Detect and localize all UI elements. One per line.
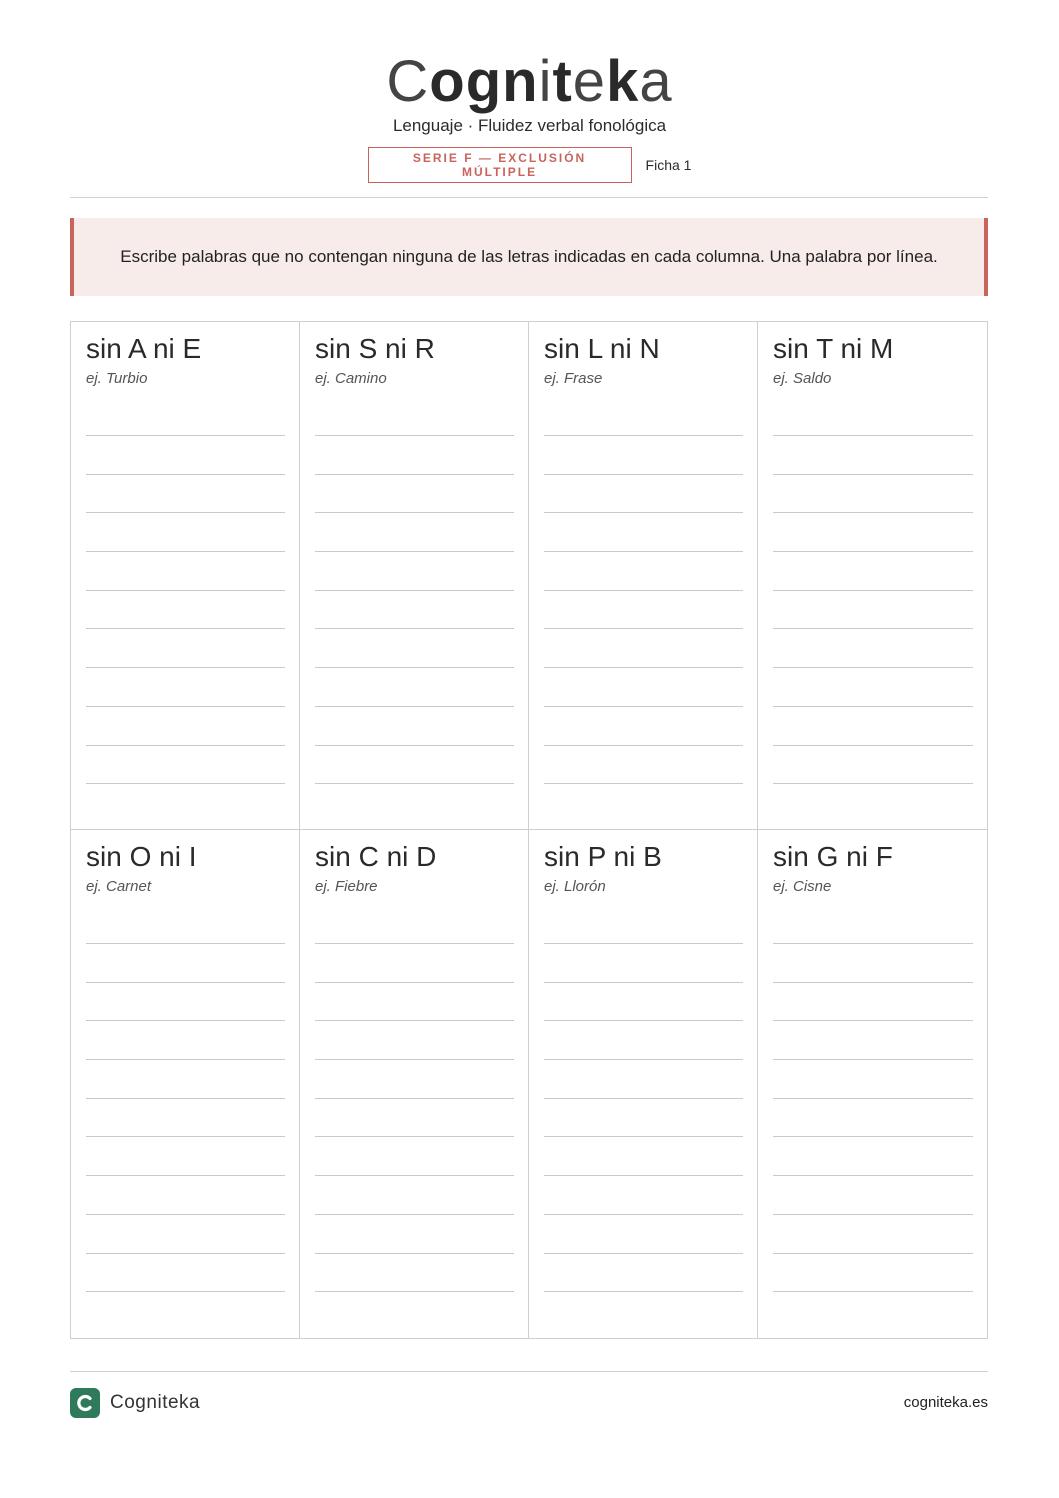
answer-line[interactable] xyxy=(315,706,514,707)
cell-example: ej. Cisne xyxy=(773,878,832,895)
answer-line[interactable] xyxy=(773,667,973,668)
answer-line[interactable] xyxy=(315,435,514,436)
answer-line[interactable] xyxy=(544,628,743,629)
answer-line[interactable] xyxy=(544,1020,743,1021)
ficha-label: Ficha 1 xyxy=(645,157,692,173)
answer-line[interactable] xyxy=(544,982,743,983)
answer-line[interactable] xyxy=(773,1020,973,1021)
answer-line[interactable] xyxy=(544,1291,743,1292)
cell-title: sin L ni N xyxy=(544,333,660,364)
exercise-cell xyxy=(71,830,300,1338)
answer-lines xyxy=(86,943,285,1330)
answer-line[interactable] xyxy=(544,590,743,591)
page-subtitle: Lenguaje · Fluidez verbal fonológica xyxy=(392,116,667,135)
answer-line[interactable] xyxy=(315,1136,514,1137)
answer-line[interactable] xyxy=(86,667,285,668)
answer-line[interactable] xyxy=(773,435,973,436)
answer-lines xyxy=(544,435,743,822)
cell-example: ej. Turbio xyxy=(86,370,148,387)
answer-line[interactable] xyxy=(86,943,285,944)
serie-row xyxy=(0,153,1059,177)
cell-title: sin G ni F xyxy=(773,841,893,872)
answer-lines xyxy=(315,435,514,822)
footer-url[interactable]: cogniteka.es xyxy=(903,1394,988,1411)
answer-line[interactable] xyxy=(315,1020,514,1021)
answer-line[interactable] xyxy=(773,628,973,629)
answer-line[interactable] xyxy=(86,590,285,591)
cell-title: sin S ni R xyxy=(315,333,435,364)
answer-line[interactable] xyxy=(315,590,514,591)
answer-line[interactable] xyxy=(773,1175,973,1176)
answer-line[interactable] xyxy=(86,512,285,513)
answer-line[interactable] xyxy=(773,745,973,746)
answer-line[interactable] xyxy=(773,1059,973,1060)
answer-line[interactable] xyxy=(315,551,514,552)
cell-title: sin P ni B xyxy=(544,841,662,872)
answer-line[interactable] xyxy=(86,706,285,707)
answer-line[interactable] xyxy=(315,982,514,983)
answer-line[interactable] xyxy=(315,783,514,784)
cell-example: ej. Saldo xyxy=(773,370,832,387)
answer-line[interactable] xyxy=(86,783,285,784)
answer-line[interactable] xyxy=(315,628,514,629)
cell-title: sin A ni E xyxy=(86,333,202,364)
exercise-grid xyxy=(70,321,988,1339)
cell-example: ej. Camino xyxy=(315,370,387,387)
answer-line[interactable] xyxy=(315,512,514,513)
instructions-box xyxy=(70,218,988,296)
answer-line[interactable] xyxy=(544,783,743,784)
answer-line[interactable] xyxy=(315,1059,514,1060)
answer-line[interactable] xyxy=(773,1214,973,1215)
answer-line[interactable] xyxy=(544,667,743,668)
cell-example: ej. Frase xyxy=(544,370,603,387)
answer-line[interactable] xyxy=(773,1136,973,1137)
cell-example: ej. Llorón xyxy=(544,878,606,895)
cell-example: ej. Carnet xyxy=(86,878,152,895)
answer-line[interactable] xyxy=(86,1059,285,1060)
answer-line[interactable] xyxy=(86,628,285,629)
answer-line[interactable] xyxy=(86,1098,285,1099)
answer-line[interactable] xyxy=(773,551,973,552)
answer-line[interactable] xyxy=(86,474,285,475)
answer-line[interactable] xyxy=(773,474,973,475)
answer-lines xyxy=(315,943,514,1330)
answer-line[interactable] xyxy=(544,474,743,475)
answer-line[interactable] xyxy=(315,667,514,668)
exercise-cell xyxy=(529,322,758,830)
brand-logo: Cogniteka xyxy=(386,49,673,114)
cell-example: ej. Fiebre xyxy=(315,878,378,895)
serie-badge: SERIE F — EXCLUSIÓN MÚLTIPLE xyxy=(368,147,632,183)
answer-line[interactable] xyxy=(86,551,285,552)
answer-lines xyxy=(773,943,973,1330)
header-divider xyxy=(70,197,988,198)
cell-title: sin C ni D xyxy=(315,841,437,872)
answer-line[interactable] xyxy=(315,1175,514,1176)
answer-line[interactable] xyxy=(773,590,973,591)
answer-line[interactable] xyxy=(315,1291,514,1292)
answer-line[interactable] xyxy=(544,551,743,552)
answer-line[interactable] xyxy=(544,512,743,513)
logo-icon xyxy=(70,1388,100,1418)
answer-line[interactable] xyxy=(86,1175,285,1176)
answer-line[interactable] xyxy=(315,1214,514,1215)
answer-line[interactable] xyxy=(86,1020,285,1021)
answer-line[interactable] xyxy=(315,474,514,475)
exercise-cell xyxy=(758,830,987,1338)
answer-line[interactable] xyxy=(544,706,743,707)
answer-line[interactable] xyxy=(315,1098,514,1099)
answer-line[interactable] xyxy=(86,1214,285,1215)
answer-lines xyxy=(544,943,743,1330)
answer-line[interactable] xyxy=(544,1175,743,1176)
answer-line[interactable] xyxy=(544,943,743,944)
footer-divider xyxy=(70,1371,988,1372)
answer-line[interactable] xyxy=(544,1214,743,1215)
answer-line[interactable] xyxy=(86,745,285,746)
exercise-cell xyxy=(300,830,529,1338)
answer-line[interactable] xyxy=(86,1253,285,1254)
exercise-cell xyxy=(300,322,529,830)
answer-line[interactable] xyxy=(773,1291,973,1292)
answer-line[interactable] xyxy=(773,706,973,707)
answer-line[interactable] xyxy=(773,512,973,513)
cell-title: sin T ni M xyxy=(773,333,894,364)
answer-line[interactable] xyxy=(773,943,973,944)
footer-logo xyxy=(70,1388,200,1418)
cell-title: sin O ni I xyxy=(86,841,197,872)
answer-line[interactable] xyxy=(544,745,743,746)
answer-line[interactable] xyxy=(315,745,514,746)
answer-line[interactable] xyxy=(315,943,514,944)
answer-line[interactable] xyxy=(773,982,973,983)
answer-lines xyxy=(86,435,285,822)
answer-line[interactable] xyxy=(315,1253,514,1254)
answer-line[interactable] xyxy=(773,783,973,784)
answer-line[interactable] xyxy=(544,1059,743,1060)
answer-lines xyxy=(773,435,973,822)
answer-line[interactable] xyxy=(773,1098,973,1099)
exercise-cell xyxy=(529,830,758,1338)
answer-line[interactable] xyxy=(86,982,285,983)
answer-line[interactable] xyxy=(544,1253,743,1254)
answer-line[interactable] xyxy=(773,1253,973,1254)
answer-line[interactable] xyxy=(86,435,285,436)
answer-line[interactable] xyxy=(544,435,743,436)
answer-line[interactable] xyxy=(544,1098,743,1099)
answer-line[interactable] xyxy=(86,1291,285,1292)
footer-brand-name: Cogniteka xyxy=(110,1392,201,1413)
exercise-cell xyxy=(758,322,987,830)
exercise-cell xyxy=(71,322,300,830)
answer-line[interactable] xyxy=(544,1136,743,1137)
answer-line[interactable] xyxy=(86,1136,285,1137)
instructions-text: Escribe palabras que no contengan ninguna de las letras indicadas en cada columna. Una palabra por línea. xyxy=(120,247,938,266)
